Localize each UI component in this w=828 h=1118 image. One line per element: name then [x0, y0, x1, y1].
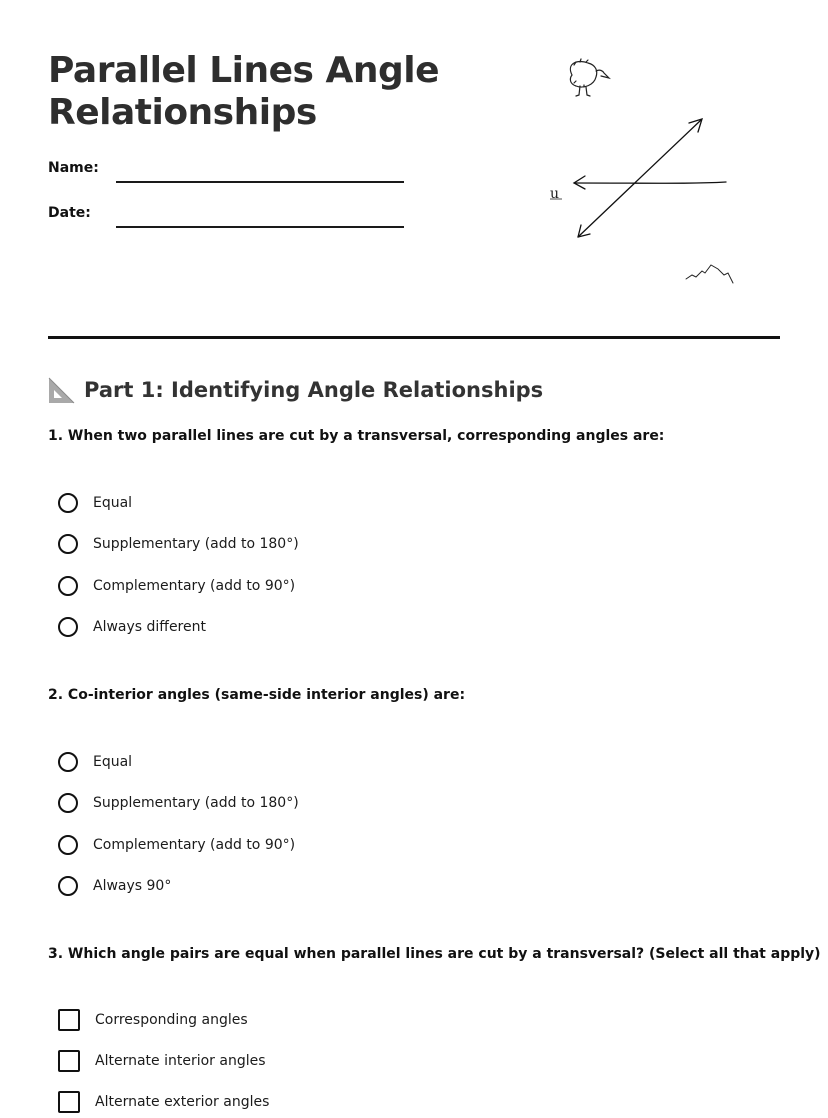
radio-button[interactable] — [58, 835, 78, 855]
header-illustration — [540, 55, 770, 295]
radio-button[interactable] — [58, 752, 78, 772]
radio-button[interactable] — [58, 576, 78, 596]
option-label: Equal — [93, 754, 133, 770]
q3-option-corresponding[interactable] — [58, 1008, 248, 1032]
q1-option-equal[interactable] — [58, 491, 132, 515]
radio-button[interactable] — [58, 493, 78, 513]
set-square-icon — [48, 377, 75, 404]
option-label: Equal — [93, 495, 133, 511]
option-label: Supplementary (add to 180°) — [93, 795, 299, 811]
option-label: Corresponding angles — [95, 1012, 248, 1028]
radio-button[interactable] — [58, 793, 78, 813]
radio-button[interactable] — [58, 876, 78, 896]
option-label: Alternate exterior angles — [95, 1094, 270, 1110]
q2-option-equal[interactable] — [58, 750, 132, 774]
q2-option-complementary[interactable] — [58, 833, 295, 857]
q2-option-supplementary[interactable] — [58, 791, 299, 815]
section-title — [48, 374, 543, 406]
checkbox[interactable] — [58, 1091, 80, 1113]
q3-option-alternate-interior[interactable] — [58, 1049, 266, 1073]
option-label: Complementary (add to 90°) — [93, 837, 296, 853]
checkbox[interactable] — [58, 1009, 80, 1031]
q1-option-supplementary[interactable] — [58, 532, 299, 556]
section-title-text: Part 1: Identifying Angle Relationships — [84, 378, 544, 402]
option-label: Always different — [93, 619, 206, 635]
q3-option-alternate-exterior[interactable] — [58, 1090, 269, 1114]
question-3: 3. Which angle pairs are equal when parallel lines are cut by a transversal? (Select all that apply) — [48, 946, 821, 962]
question-1: 1. When two parallel lines are cut by a transversal, corresponding angles are: — [48, 428, 665, 444]
header-divider — [48, 336, 780, 339]
radio-button[interactable] — [58, 534, 78, 554]
page-title: Parallel Lines Angle Relationships — [48, 50, 440, 133]
date-line[interactable] — [116, 226, 404, 228]
name-field — [48, 160, 408, 184]
option-label: Supplementary (add to 180°) — [93, 536, 299, 552]
checkbox[interactable] — [58, 1050, 80, 1072]
name-line[interactable] — [116, 181, 404, 183]
question-2: 2. Co-interior angles (same-side interior angles) are: — [48, 687, 466, 703]
kiwi-bird-icon — [570, 59, 609, 96]
radio-button[interactable] — [58, 617, 78, 637]
mountain-icon — [686, 265, 733, 283]
date-label: Date: — [48, 205, 91, 221]
option-label: Always 90° — [93, 878, 172, 894]
name-label: Name: — [48, 160, 99, 176]
q1-option-always-different[interactable] — [58, 615, 206, 639]
illustration-letter: u — [550, 186, 560, 202]
option-label: Complementary (add to 90°) — [93, 578, 296, 594]
crossed-arrows-icon — [574, 119, 726, 237]
q1-option-complementary[interactable] — [58, 574, 295, 598]
option-label: Alternate interior angles — [95, 1053, 266, 1069]
date-field — [48, 205, 408, 229]
q2-option-always-90[interactable] — [58, 874, 171, 898]
